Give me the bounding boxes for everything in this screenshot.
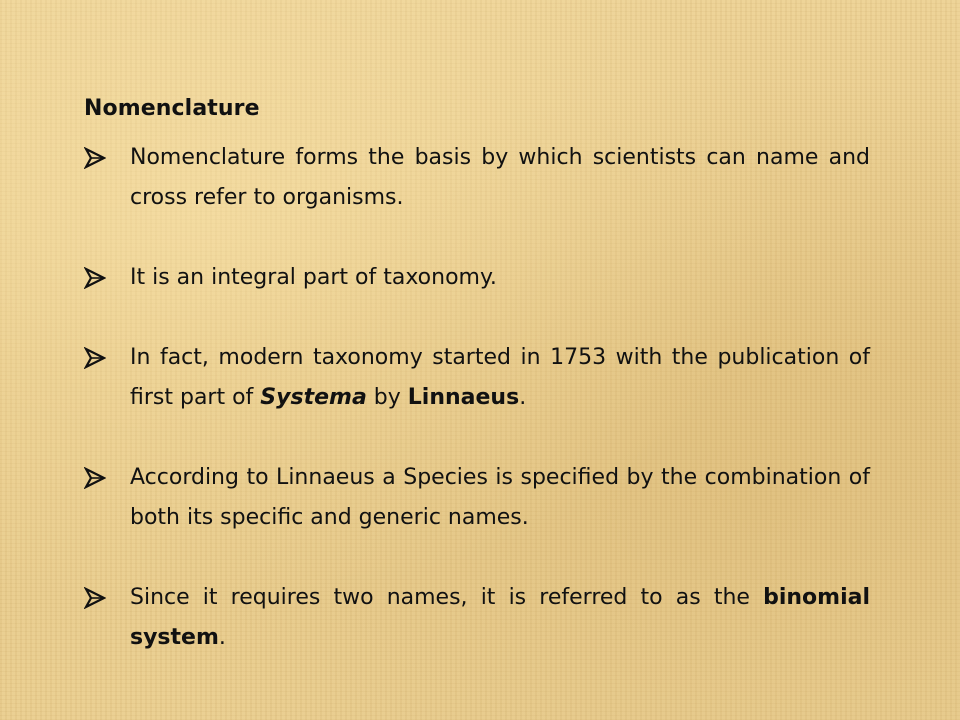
bullet-item [84,458,870,538]
bullet-text: . [519,385,527,410]
bullet-spacer [84,298,870,338]
arrowhead-bullet-icon [84,347,106,369]
bullet-text: Since it requires two names, it is referred to as the [130,585,764,610]
arrowhead-bullet-icon [84,147,106,169]
bullet-spacer [84,218,870,258]
arrowhead-bullet-icon [84,267,106,289]
bullet-spacer [84,538,870,578]
bullet-text: Nomenclature forms the basis by which scientists can name and cross refer to organisms. [130,145,870,210]
bullet-text: In fact, modern taxonomy started in 1753 with the publication of first part of [130,345,870,410]
bullet-text: According to Linnaeus a Species is specified by the combination of both its specific and generic names. [130,465,870,530]
arrowhead-bullet-icon [84,587,106,609]
bullet-text: It is an integral part of taxonomy. [130,265,497,290]
bullet-spacer [84,418,870,458]
bullet-text: . [218,625,226,650]
bullet-item [84,338,870,418]
bullet-text: by [366,385,408,410]
arrowhead-bullet-icon [84,467,106,489]
bullet-item [84,138,870,218]
bullet-item [84,578,870,658]
linnaeus-emphasis: Linnaeus [407,385,520,410]
binomial-emphasis: binomial system [130,585,870,650]
slide-title: Nomenclature [84,96,260,121]
bullet-item [84,258,870,298]
systema-emphasis: Systema [260,385,367,410]
bullet-list [84,138,870,658]
